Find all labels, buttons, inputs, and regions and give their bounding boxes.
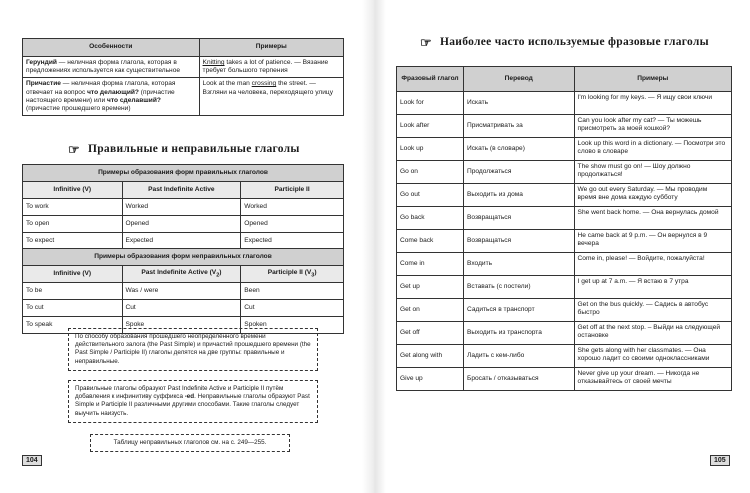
cell: Can you look after my cat? — Ты можешь присмотреть за моей кошкой? [574, 115, 731, 138]
cell: Expected [241, 233, 344, 250]
cell: Искать (в словаре) [464, 138, 575, 161]
col-header: Participle II [241, 182, 344, 199]
cell: Входить [464, 253, 575, 276]
col-header: Participle II $(V_3)$ [241, 266, 344, 283]
col-header: Фразовый глагол [397, 67, 464, 92]
left-page [0, 0, 360, 493]
table-row [397, 299, 732, 322]
cell: Come in [397, 253, 464, 276]
table-caption: Примеры образования форм правильных глаголов [23, 165, 344, 182]
cell: Возвращаться [464, 230, 575, 253]
table-row [23, 57, 344, 78]
cell: Go on [397, 161, 464, 184]
cell: To open [23, 216, 123, 233]
cell: Присматривать за [464, 115, 575, 138]
cell: She went back home. — Она вернулась домой [574, 207, 731, 230]
feature-desc: Герундий — неличная форма глагола, которая в предложениях используется как существительное [23, 57, 200, 78]
table-row [397, 345, 732, 368]
cell: Продолжаться [464, 161, 575, 184]
section-heading [420, 36, 720, 49]
table-row [397, 184, 732, 207]
col-header: Особенности [23, 39, 200, 57]
cell: Get along with [397, 345, 464, 368]
feature-desc: Причастие — неличная форма глагола, которая отвечает на вопрос что делающий? (причастие настоящего времени) или что сделавший? (причастие прошедшего времени) [23, 78, 200, 116]
note-box: Правильные глаголы образуют Past Indefinite Active и Participle II путём добавления к инфинитиву суффикса -ed. Неправильные глаголы образуют Past Simple и Participle II различными другими способами. Такие глаголы следует выучить наизусть. [68, 380, 318, 423]
irregular-verbs-table [22, 248, 344, 334]
table-row [23, 199, 344, 216]
cell: Look up [397, 138, 464, 161]
cell: Worked [241, 199, 344, 216]
table-row [23, 78, 344, 116]
cell: Get off [397, 322, 464, 345]
cell: Get on the bus quickly. — Садись в автобус быстро [574, 299, 731, 322]
page-number: 104 [22, 455, 42, 466]
cell: Opened [122, 216, 241, 233]
cell: Been [241, 283, 344, 300]
note-box: По способу образования прошедшего неопределённого времени действительного залога (the Past Simple) и причастий прошедшего времени (the Past Simple / Participle II) глаголы делятся на две группы: правильные и неправильные. [68, 328, 318, 371]
cell: Садиться в транспорт [464, 299, 575, 322]
col-header: Past Indefinite Active $(V_2)$ [122, 266, 241, 283]
cell: Look up this word in a dictionary. — Посмотри это слово в словаре [574, 138, 731, 161]
table-row [23, 300, 344, 317]
cell: Give up [397, 368, 464, 391]
table-row [23, 216, 344, 233]
cell: Get off at the next stop. – Выйди на следующей остановке [574, 322, 731, 345]
table-row [397, 368, 732, 391]
cell: Never give up your dream. — Никогда не отказывайтесь от своей мечты [574, 368, 731, 391]
cell: He came back at 9 p.m. — Он вернулся в 9 вечера [574, 230, 731, 253]
table-row [23, 233, 344, 250]
feature-example: Knitting takes a lot of patience. — Вязание требует большого терпения [199, 57, 343, 78]
col-header: Past Indefinite Active [122, 182, 241, 199]
table-row [397, 161, 732, 184]
col-header: Перевод [464, 67, 575, 92]
cell: Spoke [122, 317, 241, 334]
cell: Go out [397, 184, 464, 207]
col-header: Примеры [574, 67, 731, 92]
table-row [397, 115, 732, 138]
heading-text: Наиболее часто используемые фразовые глаголы [439, 36, 709, 48]
cell: She gets along with her classmates. — Она хорошо ладит со своими одноклассниками [574, 345, 731, 368]
col-header: Infinitive (V) [23, 182, 123, 199]
cell: To be [23, 283, 123, 300]
cell: Выходить из дома [464, 184, 575, 207]
section-heading [68, 143, 300, 156]
page-number: 105 [710, 455, 730, 466]
cell: Возвращаться [464, 207, 575, 230]
cell: Look after [397, 115, 464, 138]
table-row [23, 283, 344, 300]
cell: Бросать / отказываться [464, 368, 575, 391]
table-row [397, 207, 732, 230]
feature-example: Look at the man crossing the street. — Взгляни на человека, переходящего улицу [199, 78, 343, 116]
cell: Go back [397, 207, 464, 230]
regular-verbs-table [22, 164, 344, 250]
phrasal-verbs-table [396, 66, 732, 391]
right-page [388, 0, 750, 493]
table-row [397, 138, 732, 161]
cell: To work [23, 199, 123, 216]
cell: To cut [23, 300, 123, 317]
cell: To speak [23, 317, 123, 334]
note-box: Таблицу неправильных глаголов см. на с. 249—255. [90, 434, 290, 452]
cell: Worked [122, 199, 241, 216]
table-row [397, 322, 732, 345]
cell: Cut [241, 300, 344, 317]
table-row [397, 253, 732, 276]
cell: Expected [122, 233, 241, 250]
cell: Cut [122, 300, 241, 317]
table-caption: Примеры образования форм неправильных глаголов [23, 249, 344, 266]
cell: Come in, please! — Войдите, пожалуйста! [574, 253, 731, 276]
col-header: Infinitive (V) [23, 266, 123, 283]
cell: Spoken [241, 317, 344, 334]
cell: Искать [464, 92, 575, 115]
pointing-hand-icon: ☞ [68, 142, 80, 157]
cell: Get up [397, 276, 464, 299]
cell: Come back [397, 230, 464, 253]
cell: To expect [23, 233, 123, 250]
cell: Opened [241, 216, 344, 233]
cell: I get up at 7 a.m. — Я встаю в 7 утра [574, 276, 731, 299]
cell: Выходить из транспорта [464, 322, 575, 345]
cell: Was / were [122, 283, 241, 300]
table-row [397, 230, 732, 253]
table-row [397, 276, 732, 299]
cell: I'm looking for my keys. — Я ищу свои ключи [574, 92, 731, 115]
cell: Get on [397, 299, 464, 322]
cell: Look for [397, 92, 464, 115]
book-gutter [362, 0, 386, 493]
features-table [22, 38, 344, 116]
heading-text: Правильные и неправильные глаголы [87, 143, 300, 155]
table-row [397, 92, 732, 115]
col-header: Примеры [199, 39, 343, 57]
pointing-hand-icon: ☞ [420, 35, 432, 50]
cell: Вставать (с постели) [464, 276, 575, 299]
cell: Ладить с кем-либо [464, 345, 575, 368]
cell: We go out every Saturday. — Мы проводим время вне дома каждую субботу [574, 184, 731, 207]
cell: The show must go on! — Шоу должно продолжаться! [574, 161, 731, 184]
